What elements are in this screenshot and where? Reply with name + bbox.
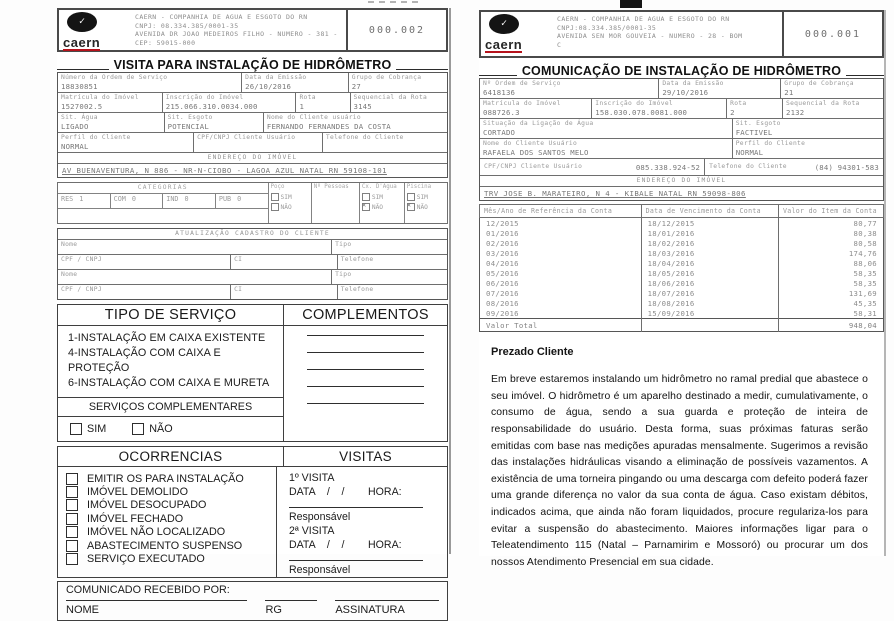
endereco-header: ENDEREÇO DO IMÓVEL xyxy=(480,176,883,187)
responsavel-label: Responsável xyxy=(288,511,351,523)
field-inscricao xyxy=(592,99,727,118)
option-nao: NÃO xyxy=(280,203,292,211)
cell-vencimento: 18/04/2016 xyxy=(641,258,778,268)
field-label: Grupo de Cobrança xyxy=(784,80,854,87)
ocorrencias-section xyxy=(57,446,448,578)
document-number: 000.001 xyxy=(782,12,882,56)
field-cpf-cnpj xyxy=(58,255,231,269)
nao-label: NÃO xyxy=(149,423,173,435)
field-matricula xyxy=(58,93,163,112)
letter-salutation: Prezado Cliente xyxy=(491,346,574,358)
field-sit-agua xyxy=(58,113,165,132)
table-row xyxy=(480,308,884,319)
field-label: Sit. Água xyxy=(61,114,98,121)
right-header-box xyxy=(479,10,884,58)
field-inscricao xyxy=(163,93,297,112)
cell-referencia: 03/2016 xyxy=(486,248,519,258)
categoria-label: COM xyxy=(113,195,126,203)
field-label: Perfil do Cliente xyxy=(735,140,806,147)
total-label: Valor Total xyxy=(480,319,642,332)
servico-item: 4-INSTALAÇÃO COM CAIXA E PROTEÇÃO xyxy=(68,347,221,374)
field-value: NORMAL xyxy=(61,142,89,151)
atualizacao-box xyxy=(57,228,448,300)
complementos-header: COMPLEMENTOS xyxy=(302,307,429,323)
categoria-value: 0 xyxy=(131,195,136,203)
table-row xyxy=(480,278,884,288)
servico-item: 1-INSTALAÇÃO EM CAIXA EXISTENTE xyxy=(68,332,266,344)
categorias-extras xyxy=(269,183,447,223)
checkbox-icon xyxy=(362,193,370,201)
field-value: LIGADO xyxy=(61,122,89,131)
col-referencia: Mês/Ano de Referência da Conta xyxy=(480,205,642,218)
occurrence-label: IMÓVEL NÃO LOCALIZADO xyxy=(87,526,226,539)
field-label: Tipo xyxy=(335,271,352,278)
field-cpf-cnpj xyxy=(480,158,705,176)
cell-vencimento: 18/08/2016 xyxy=(641,298,778,308)
ocorrencias-header-row xyxy=(58,447,447,467)
field-value: 18830851 xyxy=(61,82,98,91)
field-label: CPF/CNPJ Cliente Usuário xyxy=(197,134,296,141)
categoria-value: 0 xyxy=(184,195,189,203)
caern-logo-icon: ✓ xyxy=(489,14,519,34)
field-label: Nome do Cliente Usuário xyxy=(483,140,578,147)
field-situacao-ligacao xyxy=(480,119,733,138)
comunicado-title: COMUNICADO RECEBIDO POR: xyxy=(66,584,230,596)
servico-item: 6-INSTALAÇÃO COM CAIXA E MURETA xyxy=(68,377,270,389)
field-grupo-cobranca xyxy=(781,79,883,98)
occurrence-label: SERVIÇO EXECUTADO xyxy=(87,553,205,566)
company-address: AVENIDA SEN MOR GOUVEIA - NUMERO - 28 - BOM xyxy=(557,32,743,40)
document-number: 000.002 xyxy=(346,10,446,50)
field-label: Nome do Cliente usuário xyxy=(266,114,361,121)
field-grupo-cobranca xyxy=(349,73,447,92)
field-value: FACTIVEL xyxy=(735,128,773,137)
pessoas-column xyxy=(312,183,360,223)
cell-valor: 131,69 xyxy=(778,288,883,298)
field-label: Matrícula do Imóvel xyxy=(483,100,561,107)
caern-logo-word: caern xyxy=(63,35,101,50)
left-document-visita xyxy=(57,8,451,616)
field-value: 088726.3 xyxy=(483,108,520,117)
field-label: Sequencial da Rota xyxy=(353,94,428,101)
assinatura-label: ASSINATURA xyxy=(335,604,405,616)
signature-line xyxy=(289,552,423,561)
endereco-value: AV BUENAVENTURA, N 886 - NR-N-CIOBO - LAGOA AZUL NATAL RN 59108-101 xyxy=(62,166,387,175)
piscina-column xyxy=(405,183,447,223)
occurrence-item xyxy=(66,539,276,552)
field-telefone xyxy=(338,285,447,299)
blank-line xyxy=(307,334,424,336)
company-cep: C xyxy=(557,40,562,49)
field-sit-esgoto xyxy=(733,119,883,138)
table-row xyxy=(480,238,884,248)
occurrence-item xyxy=(66,526,276,539)
categoria-value: 0 xyxy=(237,195,242,203)
company-cnpj: CNPJ:08.334.385/0001-35 xyxy=(557,23,657,32)
col-vencimento: Data de Vencimento da Conta xyxy=(641,205,778,218)
field-telefone xyxy=(338,255,447,269)
field-label: Nome xyxy=(61,241,78,248)
cell-valor: 58,35 xyxy=(778,268,883,278)
field-nome xyxy=(58,240,332,254)
cell-vencimento: 18/05/2016 xyxy=(641,268,778,278)
option-nao: NÃO xyxy=(416,203,428,211)
blank-line xyxy=(307,368,424,370)
company-address: AVENIDA DR JOAO MEDEIROS FILHO - NUMERO - 381 - xyxy=(135,30,338,38)
field-rota xyxy=(727,99,783,118)
field-value: (84) 94301-583 xyxy=(814,162,879,172)
categorias-left xyxy=(58,183,269,223)
company-info xyxy=(127,10,346,50)
field-value: 21 xyxy=(784,88,794,97)
left-header-box xyxy=(57,8,448,52)
poco-column xyxy=(269,183,312,223)
field-label: Telefone xyxy=(340,286,374,293)
cell-vencimento: 18/06/2016 xyxy=(641,278,778,288)
occurrence-item xyxy=(66,485,276,498)
field-label: Nº Ordem de Serviço xyxy=(483,80,561,87)
right-fields-grid xyxy=(479,78,884,201)
field-cpf-cnpj xyxy=(58,285,231,299)
sig-assinatura xyxy=(335,600,439,616)
cell-vencimento: 15/09/2016 xyxy=(641,308,778,319)
atualizacao-header: ATUALIZAÇÃO CADASTRO DO CLIENTE xyxy=(58,229,447,240)
tipo-servico-header-row xyxy=(58,305,447,326)
cell-valor: 58,31 xyxy=(778,308,883,319)
field-value: 27 xyxy=(351,82,361,91)
field-value: 215.066.310.0034.000 xyxy=(165,102,258,111)
field-label: CPF / CNPJ xyxy=(61,286,102,293)
company-name: CAERN - COMPANHIA DE AGUA E ESGOTO DO RN xyxy=(557,15,730,23)
comunicado-footer xyxy=(57,581,448,621)
responsavel-label: Responsável xyxy=(288,564,351,576)
field-nome-cliente xyxy=(480,139,733,158)
cell-vencimento: 18/07/2016 xyxy=(641,288,778,298)
table-row xyxy=(480,228,884,238)
occurrence-item xyxy=(66,499,276,512)
cell-valor: 88,06 xyxy=(778,258,883,268)
company-info xyxy=(549,12,782,56)
tipo-servico-body xyxy=(58,326,284,441)
categorias-header: CATEGORIAS xyxy=(58,183,268,194)
poco-header: Poço xyxy=(270,184,285,190)
field-label: Perfil do Cliente xyxy=(61,134,131,141)
endereco-value: TRV JOSE B. MARATEIRO, N 4 - KIBALE NATAL RN 59098-806 xyxy=(484,189,746,198)
ocorrencias-header: OCORRENCIAS xyxy=(58,447,284,466)
cell-referencia: 07/2016 xyxy=(486,288,519,298)
scan-artifact-bar xyxy=(620,0,642,8)
categoria-label: IND xyxy=(166,195,179,203)
field-perfil-cliente xyxy=(733,139,883,158)
categorias-box xyxy=(57,182,448,224)
debitos-table xyxy=(479,204,884,332)
title-rule xyxy=(479,75,517,76)
field-tipo xyxy=(332,240,447,254)
cell-referencia: 05/2016 xyxy=(486,268,519,278)
field-data-emissao xyxy=(242,73,349,92)
occurrence-label: IMÓVEL DESOCUPADO xyxy=(87,499,207,512)
field-label: Número da Ordem de Serviço xyxy=(61,74,168,81)
option-sim: SIM xyxy=(416,193,428,201)
checkbox-sim-icon xyxy=(70,423,82,435)
categoria-ind xyxy=(163,194,216,208)
field-ci xyxy=(231,255,338,269)
cell-valor: 80,77 xyxy=(778,218,883,229)
page-title: VISITA PARA INSTALAÇÃO DE HIDRÔMETRO xyxy=(113,58,392,72)
blank-line xyxy=(307,351,424,353)
table-row xyxy=(480,288,884,298)
company-name: CAERN - COMPANHIA DE AGUA E ESGOTO DO RN xyxy=(135,13,308,21)
cell-referencia: 02/2016 xyxy=(486,238,519,248)
categoria-value: 1 xyxy=(79,195,84,203)
cell-vencimento: 18/02/2016 xyxy=(641,238,778,248)
page-title: COMUNICAÇÃO DE INSTALAÇÃO DE HIDRÔMETRO xyxy=(521,64,842,78)
field-value: 085.338.924-52 xyxy=(635,162,701,172)
cell-valor: 80,58 xyxy=(778,238,883,248)
field-value: RAFAELA DOS SANTOS MELO xyxy=(483,148,589,157)
option-sim: SIM xyxy=(371,193,384,201)
piscina-header: Piscina xyxy=(406,184,432,190)
field-value: POTENCIAL xyxy=(167,122,209,131)
cell-referencia: 09/2016 xyxy=(486,308,519,318)
tipo-servico-header: TIPO DE SERVIÇO xyxy=(58,305,284,325)
scan-artifact-dashes xyxy=(368,1,418,8)
cell-referencia: 12/2015 xyxy=(486,218,519,228)
occurrence-item xyxy=(66,472,276,485)
field-label: Telefone do Cliente xyxy=(709,163,787,170)
right-document-comunicacao xyxy=(479,10,886,569)
field-value: 3145 xyxy=(353,102,372,111)
categoria-label: PUB xyxy=(218,195,232,203)
field-perfil-cliente xyxy=(58,133,194,152)
field-label: CI xyxy=(234,286,243,293)
cell-vencimento: 18/01/2016 xyxy=(641,228,778,238)
field-value: FERNANDO FERNANDES DA COSTA xyxy=(266,122,391,131)
blank-line xyxy=(307,402,424,404)
field-ordem-servico xyxy=(480,79,659,98)
field-value: 158.030.078.0081.000 xyxy=(595,108,688,117)
categoria-com xyxy=(111,194,164,208)
field-label: Sequencial da Rota xyxy=(786,100,860,107)
field-label: Data da Emissão xyxy=(245,74,307,81)
checkbox-icon xyxy=(66,513,78,525)
title-rule xyxy=(396,69,448,70)
option-sim: SIM xyxy=(280,193,292,201)
field-label: Telefone xyxy=(340,256,374,263)
field-value: 29/10/2016 xyxy=(662,88,709,97)
field-label: Rota xyxy=(730,100,747,107)
field-value: 2132 xyxy=(786,108,805,117)
caixa-header: Cx. D'Água xyxy=(361,184,397,190)
left-fields-grid xyxy=(57,72,448,178)
cell-referencia: 01/2016 xyxy=(486,228,519,238)
categorias-empty-row xyxy=(58,209,268,223)
endereco-row xyxy=(58,164,447,177)
checkbox-icon xyxy=(66,540,78,552)
categorias-cells xyxy=(58,194,268,209)
field-sequencial-rota xyxy=(351,93,448,112)
field-ordem-servico xyxy=(58,73,242,92)
endereco-row xyxy=(480,187,883,200)
caixa-column xyxy=(360,183,405,223)
field-label: Nome xyxy=(61,271,78,278)
checkbox-icon xyxy=(271,193,279,201)
right-title-row xyxy=(479,60,884,78)
col-valor: Valor do Item da Conta xyxy=(778,205,883,218)
table-row xyxy=(480,248,884,258)
field-value: 6418136 xyxy=(483,88,516,97)
occurrence-label: IMÓVEL FECHADO xyxy=(87,512,184,525)
field-label: Sit. Esgoto xyxy=(735,120,781,127)
sig-nome xyxy=(66,600,247,616)
field-label: Inscrição do Imóvel xyxy=(165,94,244,101)
field-value: 1527002.5 xyxy=(61,102,103,111)
field-label: CI xyxy=(234,256,243,263)
occurrence-label: EMITIR OS PARA INSTALAÇÃO xyxy=(87,472,244,485)
rg-label: RG xyxy=(265,604,282,616)
cell-valor: 45,35 xyxy=(778,298,883,308)
cell-referencia: 08/2016 xyxy=(486,298,519,308)
field-label: Situação da Ligação de Água xyxy=(483,120,594,127)
occurrence-label: IMÓVEL DEMOLIDO xyxy=(87,486,188,499)
cell-valor: 58,35 xyxy=(778,278,883,288)
total-value: 948,04 xyxy=(778,319,883,332)
field-label: Telefone do Cliente xyxy=(325,134,404,141)
field-matricula xyxy=(480,99,592,118)
field-label: Inscrição do Imóvel xyxy=(595,100,674,107)
checkbox-icon xyxy=(66,499,78,511)
checkbox-icon xyxy=(66,553,78,565)
field-value: 26/10/2016 xyxy=(245,82,292,91)
categoria-pub xyxy=(216,194,268,208)
field-value: CORTADO xyxy=(483,128,516,137)
company-cnpj: CNPJ: 08.334.385/0001-35 xyxy=(135,21,239,30)
visitas-header: VISITAS xyxy=(339,449,392,464)
table-total-row xyxy=(480,319,884,332)
cell-vencimento: 18/03/2016 xyxy=(641,248,778,258)
caern-logo xyxy=(59,10,127,50)
field-sit-esgoto xyxy=(165,113,264,132)
checkbox-icon xyxy=(66,486,78,498)
servicos-complementares-header: SERVIÇOS COMPLEMENTARES xyxy=(58,397,283,417)
complementos-body xyxy=(284,326,447,441)
checkbox-icon xyxy=(66,473,78,485)
ocorrencias-list xyxy=(58,467,277,577)
pessoas-header: Nº Pessoas xyxy=(313,184,349,190)
field-label: Data da Emissão xyxy=(662,80,724,87)
visita-1-data: DATA / / HORA: xyxy=(288,486,402,498)
field-ci xyxy=(231,285,338,299)
field-nome xyxy=(58,270,332,284)
field-value: 1 xyxy=(299,102,305,111)
title-rule xyxy=(57,69,109,70)
checkbox-icon xyxy=(66,526,78,538)
field-value: NORMAL xyxy=(735,148,764,157)
sig-rg xyxy=(265,600,317,616)
checkbox-icon xyxy=(407,193,415,201)
visita-2-label: 2ª VISITA xyxy=(288,525,335,537)
left-title-row xyxy=(57,54,448,72)
cell-referencia: 06/2016 xyxy=(486,278,519,288)
cell-valor: 80,38 xyxy=(778,228,883,238)
field-label: Rota xyxy=(299,94,316,101)
sim-label: SIM xyxy=(87,423,107,435)
customer-letter xyxy=(491,346,868,572)
field-telefone xyxy=(705,158,883,176)
occurrence-item xyxy=(66,552,276,565)
field-telefone xyxy=(323,133,447,152)
checkbox-icon xyxy=(271,203,279,211)
table-header-row xyxy=(480,205,884,218)
title-rule xyxy=(846,75,884,76)
sim-nao-row xyxy=(58,417,283,441)
field-rota xyxy=(296,93,350,112)
caern-logo-icon: ✓ xyxy=(67,12,97,32)
occurrence-label: ABASTECIMENTO SUSPENSO xyxy=(87,539,243,552)
caern-logo-word: caern xyxy=(485,37,523,52)
field-tipo xyxy=(332,270,447,284)
endereco-header: ENDEREÇO DO IMÓVEL xyxy=(58,153,447,164)
field-sequencial-rota xyxy=(783,99,883,118)
cell-valor: 174,76 xyxy=(778,248,883,258)
caern-logo xyxy=(481,12,549,56)
nome-label: NOME xyxy=(66,604,99,616)
checkbox-checked-icon xyxy=(407,203,415,211)
checkbox-checked-icon xyxy=(362,203,370,211)
field-cpf-cnpj xyxy=(194,133,323,152)
categoria-res xyxy=(58,194,111,208)
field-label: CPF/CNPJ Cliente Usuário xyxy=(484,163,583,170)
field-label: Sit. Esgoto xyxy=(167,114,213,121)
visitas-body xyxy=(277,467,447,577)
option-nao: NÃO xyxy=(371,203,384,211)
table-row xyxy=(480,258,884,268)
signature-line xyxy=(289,499,423,508)
total-spacer xyxy=(641,319,778,332)
visita-2-data: DATA / / HORA: xyxy=(288,539,402,551)
cell-referencia: 04/2016 xyxy=(486,258,519,268)
table-row xyxy=(480,218,884,229)
field-label: Tipo xyxy=(335,241,352,248)
visita-1-label: 1º VISITA xyxy=(288,472,335,484)
checkbox-nao-icon xyxy=(132,423,144,435)
table-row xyxy=(480,298,884,308)
categoria-label: RES xyxy=(61,195,74,203)
company-cep: CEP: 59015-000 xyxy=(135,38,196,47)
field-data-emissao xyxy=(659,79,781,98)
occurrence-item xyxy=(66,512,276,525)
field-value: 2 xyxy=(730,108,735,117)
table-row xyxy=(480,268,884,278)
cell-vencimento: 18/12/2015 xyxy=(641,218,778,229)
tipo-servico-section xyxy=(57,304,448,442)
field-label: Grupo de Cobrança xyxy=(351,74,422,81)
field-label: CPF / CNPJ xyxy=(61,256,102,263)
blank-line xyxy=(307,385,424,387)
letter-body: Em breve estaremos instalando um hidrômetro no ramal predial que abastece o seu imóvel. O hidrômetro é um aparelho destinado a medir, cumulativamente, o consumo de água, sendo a sua guarda e proteção de inteira de responsabilidade do usuário. Desta forma, suas próximas faturas serão emitidas com base nas medições apuradas mensalmente. Sugerimos a revisão das instalações hidráulicas visando a eliminação de possíveis vazamentos. A existência de uma torneira pingando ou uma descarga com defeito poderá fazer uma grande diferença no valor da sua conta de água. Caso existam débitos, indicados acima, que ainda não foram liquidados, procure regulariza-los para evitar a suspensão do abastecimento. Maiores informações ligar para o Teleatendimento 115 (Natal – Parnamirim e Mossoró) ou procurar um dos nossos Atendimento Presencial em sua cidade. xyxy=(491,374,868,569)
field-nome-cliente xyxy=(264,113,447,132)
field-label: Matrícula do Imóvel xyxy=(61,94,139,101)
